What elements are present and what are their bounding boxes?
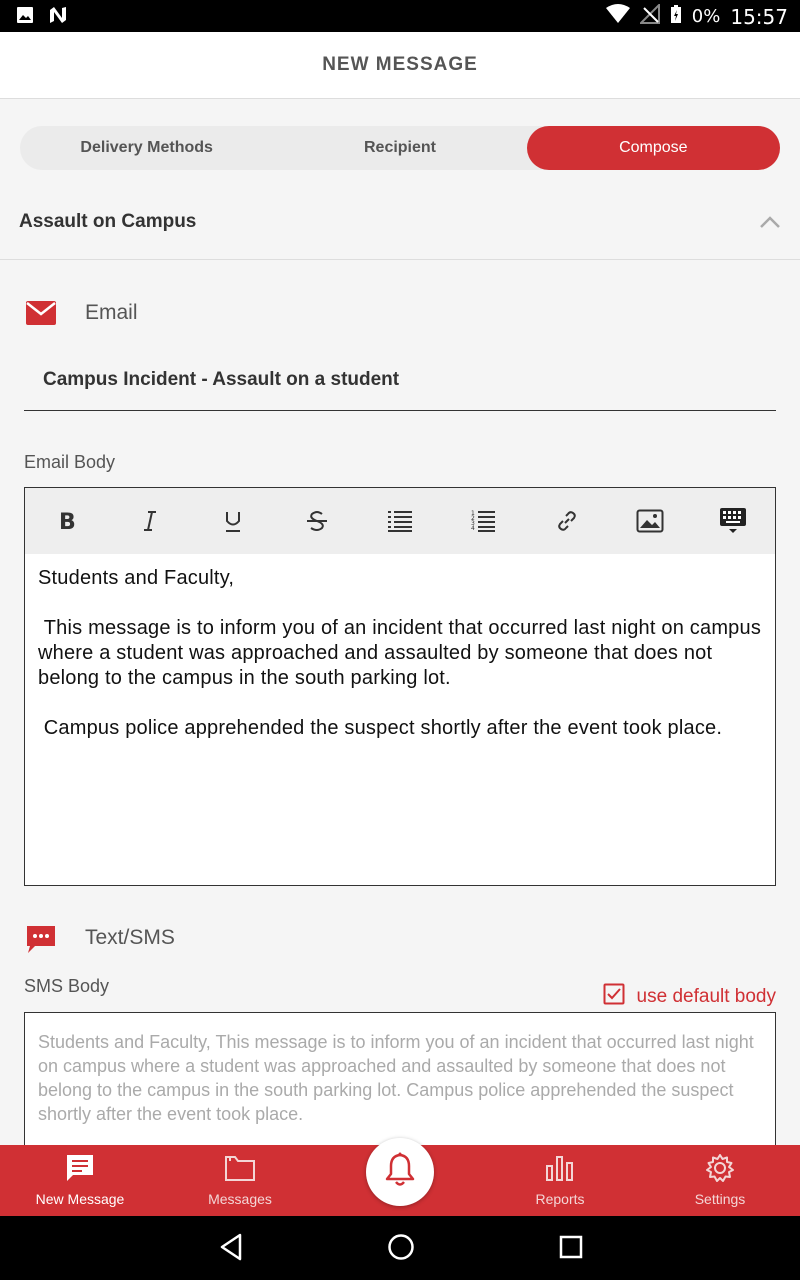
svg-text:2: 2 <box>471 515 476 522</box>
battery-charging-icon <box>670 4 682 29</box>
step-delivery-methods[interactable]: Delivery Methods <box>80 139 213 156</box>
system-navigation-bar <box>0 1216 800 1280</box>
nav-messages-label: Messages <box>208 1191 272 1207</box>
battery-percent: 0% <box>691 6 721 27</box>
page-title: NEW MESSAGE <box>322 54 478 75</box>
bell-icon <box>383 1152 417 1193</box>
bar-chart-icon <box>544 1153 576 1183</box>
email-body-label: Email Body <box>24 452 116 472</box>
chevron-up-icon[interactable] <box>758 211 782 240</box>
image-icon[interactable] <box>608 488 691 554</box>
status-bar <box>0 0 800 32</box>
nav-new-message-label: New Message <box>35 1191 125 1207</box>
email-method-row <box>0 295 800 335</box>
email-subject-value: Campus Incident - Assault on a student <box>43 369 400 390</box>
sms-body-field[interactable] <box>24 1012 776 1145</box>
link-icon[interactable] <box>525 488 608 554</box>
email-label: Email <box>85 301 138 324</box>
envelope-icon <box>25 299 57 332</box>
recents-icon[interactable] <box>558 1232 584 1267</box>
sms-body-placeholder: Students and Faculty, This message is to inform you of an incident that occurred last night on campus where a student was approached and assaulted by someone that does not belong to the campus in the south parking lot. Campus police apprehended the suspect shortly after the event took place. <box>38 1032 754 1124</box>
underline-icon[interactable] <box>192 488 275 554</box>
sms-method-row <box>0 920 800 960</box>
step-recipient[interactable]: Recipient <box>363 139 436 156</box>
image-notification-icon <box>16 6 34 29</box>
nav-new-message[interactable] <box>0 1145 160 1216</box>
editor-toolbar <box>25 488 775 554</box>
wifi-icon <box>606 4 630 29</box>
step-compose[interactable]: Compose <box>527 126 780 170</box>
svg-text:4: 4 <box>471 525 476 532</box>
sms-label: Text/SMS <box>85 926 175 949</box>
template-title: Assault on Campus <box>19 211 197 232</box>
use-default-body-toggle[interactable] <box>603 983 776 1010</box>
n-notification-icon <box>48 6 68 29</box>
compose-content[interactable] <box>0 99 800 1145</box>
use-default-body-label: use default body <box>636 985 776 1007</box>
app-bar <box>0 32 800 99</box>
nav-reports-label: Reports <box>535 1191 585 1207</box>
nav-reports[interactable] <box>480 1145 640 1216</box>
sms-body-label: SMS Body <box>24 976 110 996</box>
nav-messages[interactable] <box>160 1145 320 1216</box>
clock: 15:57 <box>730 4 788 29</box>
numbered-list-icon[interactable] <box>442 488 525 554</box>
chat-bubble-icon <box>25 924 57 959</box>
bullet-list-icon[interactable] <box>358 488 441 554</box>
checkbox-checked-icon[interactable] <box>603 983 625 1010</box>
home-icon[interactable] <box>386 1232 416 1267</box>
nav-settings[interactable] <box>640 1145 800 1216</box>
new-message-icon <box>65 1153 95 1183</box>
alert-button[interactable] <box>366 1138 434 1206</box>
bold-icon[interactable] <box>25 488 108 554</box>
nav-settings-label: Settings <box>694 1191 746 1207</box>
email-body-editor[interactable] <box>24 487 776 886</box>
signal-off-icon <box>640 4 660 29</box>
email-body-text[interactable]: Students and Faculty, This message is to inform you of an incident that occurred last night on campus where a student was approached and assaulted by someone that does not belong to the campus in the south parking lot. Campus police apprehended the suspect shortly after the event took place. <box>38 567 762 739</box>
svg-text:1: 1 <box>471 510 476 517</box>
keyboard-icon[interactable] <box>692 488 775 554</box>
svg-text:3: 3 <box>471 520 476 527</box>
italic-icon[interactable] <box>108 488 191 554</box>
step-selector <box>20 126 780 170</box>
email-subject-field[interactable] <box>24 357 776 411</box>
strikethrough-icon[interactable] <box>275 488 358 554</box>
template-header[interactable] <box>0 199 800 260</box>
gear-icon <box>705 1153 735 1183</box>
svg-text:B: B <box>58 510 76 533</box>
folder-icon <box>224 1153 256 1183</box>
back-icon[interactable] <box>219 1232 243 1267</box>
